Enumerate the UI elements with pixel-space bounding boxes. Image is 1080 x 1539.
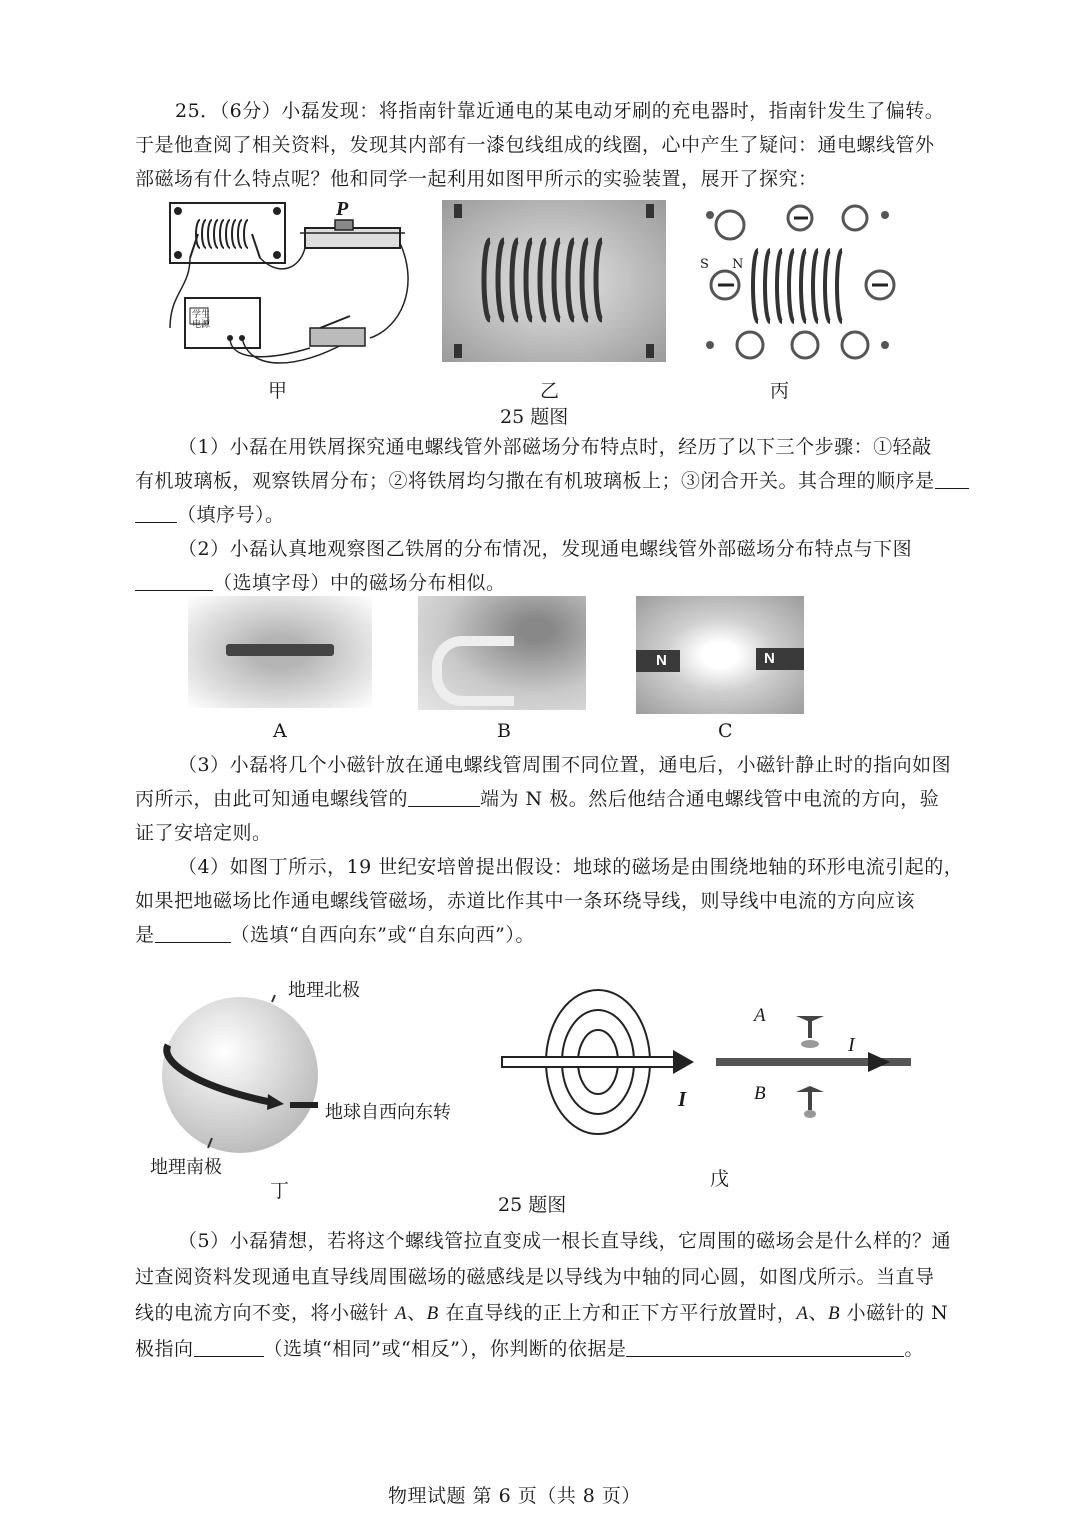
p5-line3-t3: 在直导线的正上方和正下方平行放置时， <box>438 1302 797 1324</box>
label-b: B <box>497 720 511 742</box>
p5-line4-t1: 极指向 <box>135 1338 194 1360</box>
answer-blank-1b[interactable] <box>135 504 177 523</box>
p1-line2 <box>135 466 969 493</box>
q25-intro-line1: 25．（6分）小磊发现：将指南针靠近通电的某电动牙刷的充电器时，指南针发生了偏转。 <box>175 100 945 122</box>
answer-blank-5b[interactable] <box>626 1338 904 1357</box>
label-north-pole: 地理北极 <box>288 980 360 1001</box>
answer-blank-1a[interactable] <box>935 470 969 489</box>
label-south-pole: 地理南极 <box>150 1157 222 1178</box>
page-footer: 物理试题 第 6 页（共 8 页） <box>388 1485 641 1507</box>
p5-line3-t4: 、 <box>808 1302 828 1324</box>
p4-line3-text-a: 是 <box>135 924 155 946</box>
p5-line3-t2: 、 <box>407 1302 427 1324</box>
figure-a-bar-magnet <box>188 596 372 708</box>
label-a: A <box>273 720 287 742</box>
label-needle-b: B <box>754 1083 766 1104</box>
q25-intro-line2: 于是他查阅了相关资料，发现其内部有一漆包线组成的线圈，心中产生了疑问：通电螺线管外 <box>135 134 935 156</box>
p3-line2-text-a: 丙所示，由此可知通电螺线管的 <box>135 788 409 810</box>
answer-blank-2[interactable] <box>135 572 213 591</box>
label-wu: 戊 <box>710 1168 730 1190</box>
p5-line1: （5）小磊猜想，若将这个螺线管拉直变成一根长直导线，它周围的磁场会是什么样的？通 <box>178 1230 952 1252</box>
figure-caption-1: 25 题图 <box>500 406 569 428</box>
p5-line3 <box>135 1298 948 1325</box>
p3-line1: （3）小磊将几个小磁针放在通电螺线管周围不同位置，通电后，小磁针静止时的指向如图 <box>178 754 952 776</box>
p2-line2 <box>135 568 506 595</box>
figure-bing-compasses <box>700 200 900 365</box>
p5-line4 <box>135 1334 924 1361</box>
p5-line3-t1: 线的电流方向不变，将小磁针 <box>135 1302 396 1324</box>
p4-line2: 如果把地磁场比作通电螺线管磁场，赤道比作其中一条环绕导线，则导线中电流的方向应该 <box>135 890 916 912</box>
label-ding: 丁 <box>270 1180 290 1202</box>
p4-line1: （4）如图丁所示，19 世纪安培曾提出假设：地球的磁场是由围绕地轴的环形电流引起的， <box>178 856 964 878</box>
p1-line2-text: 有机玻璃板，观察铁屑分布；②将铁屑均匀撒在有机玻璃板上；③闭合开关。其合理的顺序是 <box>135 470 935 492</box>
label-n: N <box>732 257 744 272</box>
figure-ding-earth <box>150 990 350 1160</box>
p3-line2-text-b: 端为 N 极。然后他结合通电螺线管中电流的方向，验 <box>480 788 940 810</box>
figure-b-horseshoe-magnet <box>418 596 586 710</box>
answer-blank-3[interactable] <box>408 788 480 807</box>
figure-yi-photo <box>442 200 666 362</box>
p4-line3 <box>135 920 535 947</box>
label-p: P <box>336 198 349 220</box>
label-bing: 丙 <box>770 380 790 402</box>
answer-blank-4[interactable] <box>155 924 231 943</box>
p5-line2: 过查阅资料发现通电直导线周围磁场的磁感线是以导线为中轴的同心圆，如图戊所示。当直导 <box>135 1266 935 1288</box>
p5-var-a2: A <box>796 1303 809 1324</box>
label-c: C <box>718 720 733 742</box>
p5-var-b1: B <box>426 1303 439 1324</box>
p1-line1: （1）小磊在用铁屑探究通电螺线管外部磁场分布特点时，经历了以下三个步骤：①轻敲 <box>178 436 932 458</box>
p3-line3: 证了安培定则。 <box>135 822 272 844</box>
label-needle-a: A <box>754 1005 766 1026</box>
p5-line3-t5: 小磁针的 N <box>840 1302 949 1324</box>
figure-caption-2: 25 题图 <box>498 1194 567 1216</box>
answer-blank-5a[interactable] <box>194 1338 264 1357</box>
label-earth-rotation: 地球自西向东转 <box>325 1102 451 1123</box>
p2-line1: （2）小磊认真地观察图乙铁屑的分布情况，发现通电螺线管外部磁场分布特点与下图 <box>178 538 913 560</box>
label-jia: 甲 <box>268 380 288 402</box>
p2-line2-text: （选填字母）中的磁场分布相似。 <box>213 572 506 594</box>
label-power-supply: 学生 电源 <box>192 310 211 330</box>
label-s: S <box>700 257 709 272</box>
p3-line2 <box>135 784 939 811</box>
label-c-n2: N <box>764 650 775 667</box>
figure-wu-straight-wire <box>498 988 918 1143</box>
p5-line4-t2: （选填“相同”或“相反”），你判断的依据是 <box>263 1338 627 1360</box>
p4-line3-text-b: （选填“自西向东”或“自东向西”）。 <box>230 924 535 946</box>
p1-line3-text: （填序号）。 <box>177 504 285 526</box>
p1-line3 <box>135 500 285 527</box>
p5-line4-t3: 。 <box>904 1338 924 1360</box>
label-c-n1: N <box>656 652 667 669</box>
label-yi: 乙 <box>540 380 560 402</box>
q25-intro-line3: 部磁场有什么特点呢？他和同学一起利用如图甲所示的实验装置，展开了探究： <box>135 168 818 190</box>
label-current-i2: I <box>848 1034 855 1056</box>
label-current-i1: I <box>678 1087 687 1111</box>
p5-var-b2: B <box>827 1303 841 1324</box>
figure-jia-circuit <box>160 198 420 383</box>
p5-var-a1: A <box>395 1303 408 1324</box>
